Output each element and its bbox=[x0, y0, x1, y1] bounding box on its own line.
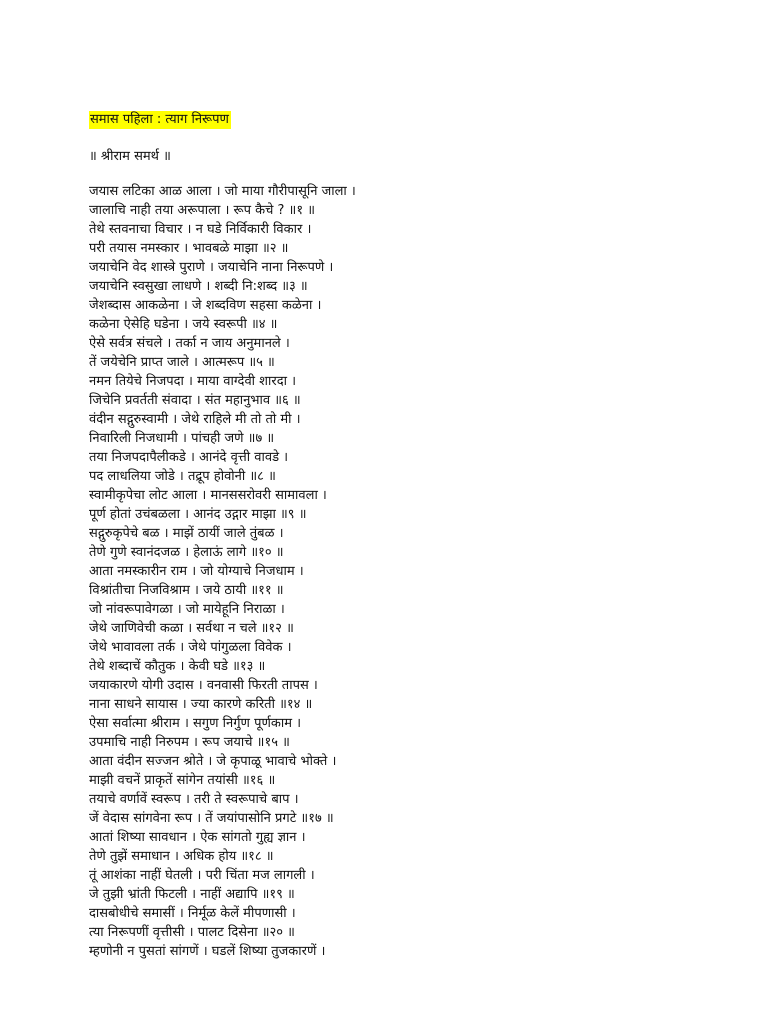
verse-line: तें जयेचेनि प्राप्त जाले । आत्मरूप ॥५ ॥ bbox=[89, 355, 275, 370]
verse-line: परी तयास नमस्कार । भावबळे माझा ॥२ ॥ bbox=[89, 241, 289, 256]
verse-line: तया निजपदापैलीकडे । आनंदे वृत्ती वावडे । bbox=[89, 450, 289, 465]
verse-line: नमन तियेचे निजपदा । माया वाग्देवी शारदा । bbox=[89, 374, 297, 389]
verse-line: जयाचेनि वेद शास्त्रे पुराणे । जयाचेनि नाना निरूपणे । bbox=[89, 260, 334, 275]
verse-line: माझी वचनें प्राकृतें सांगेन तयांसी ॥१६ ॥ bbox=[89, 773, 276, 788]
verse-line: कळेना ऐसेहि घडेना । जये स्वरूपी ॥४ ॥ bbox=[89, 317, 278, 332]
verse-line: तयाचे वर्णावें स्वरूप । तरी ते स्वरूपाचे बाप । bbox=[89, 792, 299, 807]
verse-line: तेथे स्तवनाचा विचार । न घडे निर्विकारी विकार । bbox=[89, 222, 312, 237]
verse-line: जे तुझी भ्रांती फिटली । नाहीं अद्यापि ॥१९ ॥ bbox=[89, 887, 295, 902]
verse-line: तूं आशंका नाहीं घेतली । परी चिंता मज लागली । bbox=[89, 868, 315, 883]
verse-line: तेथे शब्दाचें कौतुक । केवी घडे ॥१३ ॥ bbox=[89, 659, 266, 674]
verse-line: आता नमस्कारीन राम । जो योग्याचे निजधाम । bbox=[89, 564, 304, 579]
invocation-line: ॥ श्रीराम समर्थ ॥ bbox=[89, 149, 171, 164]
verse-list bbox=[89, 182, 356, 961]
verse-line: तेणे तुझें समाधान । अधिक होय ॥१८ ॥ bbox=[89, 849, 274, 864]
verse-line: म्हणोनी न पुसतां सांगणें । घडलें शिष्या तुजकारणें । bbox=[89, 944, 326, 959]
chapter-heading: समास पहिला : त्याग निरूपण bbox=[90, 112, 229, 127]
verse-line: निवारिली निजधामी । पांचही जणे ॥७ ॥ bbox=[89, 431, 275, 446]
verse-line: पूर्ण होतां उचंबळला । आनंद उद्गार माझा ॥९ ॥ bbox=[89, 507, 307, 522]
verse-line: जयाकारणे योगी उदास । वनवासी फिरती तापस । bbox=[89, 678, 318, 693]
verse-line: जयाचेनि स्वसुखा लाधणे । शब्दी नि:शब्द ॥३ ॥ bbox=[89, 279, 308, 294]
verse-line: स्वामीकृपेचा लोट आला । मानससरोवरी सामावला । bbox=[89, 488, 327, 503]
verse-line: जेथे भावावला तर्क । जेथे पांगुळला विवेक । bbox=[89, 640, 292, 655]
verse-line: जयास लटिका आळ आला । जो माया गौरीपासूनि जाला । bbox=[89, 184, 356, 199]
verse-line: तेणे गुणे स्वानंदजळ । हेलाऊं लागे ॥१० ॥ bbox=[89, 545, 284, 560]
verse-line: त्या निरूपणीं वृत्तीसी । पालट दिसेना ॥२० ॥ bbox=[89, 925, 295, 940]
verse-line: पद लाधलिया जोडे । तद्रूप होवोनी ॥८ ॥ bbox=[89, 469, 276, 484]
verse-line: आता वंदीन सज्जन श्रोते । जे कृपाळू भावाचे भोक्ते । bbox=[89, 754, 337, 769]
verse-line: उपमाचि नाही निरुपम । रूप जयाचे ॥१५ ॥ bbox=[89, 735, 290, 750]
verse-line: वंदीन सद्गुरुस्वामी । जेथे राहिले मी तो तो मी । bbox=[89, 412, 301, 427]
verse-line: नाना साधने सायास । ज्या कारणे करिती ॥१४ ॥ bbox=[89, 697, 313, 712]
verse-line: जेशब्दास आकळेना । जे शब्दविण सहसा कळेना । bbox=[89, 298, 322, 313]
verse-line: दासबोधीचे समासीं । निर्मूळ केलें मीपणासी । bbox=[89, 906, 296, 921]
verse-line: आतां शिष्या सावधान । ऐक सांगतो गुह्य ज्ञान । bbox=[89, 830, 306, 845]
verse-line: जिचेनि प्रवर्तती संवादा । संत महानुभाव ॥६ ॥ bbox=[89, 393, 301, 408]
verse-line: जो नांवरूपावेगळा । जो मायेहूनि निराळा । bbox=[89, 602, 285, 617]
verse-line: जालाचि नाही तया अरूपाला । रूप कैचे ? ॥१ ॥ bbox=[89, 203, 316, 218]
verse-line: जें वेदास सांगवेना रूप । तें जयांपासोनि प्रगटे ॥१७ ॥ bbox=[89, 811, 334, 826]
verse-line: ऐसा सर्वात्मा श्रीराम । सगुण निर्गुण पूर्णकाम । bbox=[89, 716, 302, 731]
verse-line: जेथे जाणिवेची कळा । सर्वथा न चले ॥१२ ॥ bbox=[89, 621, 294, 636]
verse-line: ऐसे सर्वत्र संचले । तर्का न जाय अनुमानले । bbox=[89, 336, 290, 351]
verse-line: सद्गुरुकृपेचे बळ । माझें ठायीं जाले तुंबळ । bbox=[89, 526, 284, 541]
verse-line: विश्रांतीचा निजविश्राम । जये ठायी ॥११ ॥ bbox=[89, 583, 284, 598]
